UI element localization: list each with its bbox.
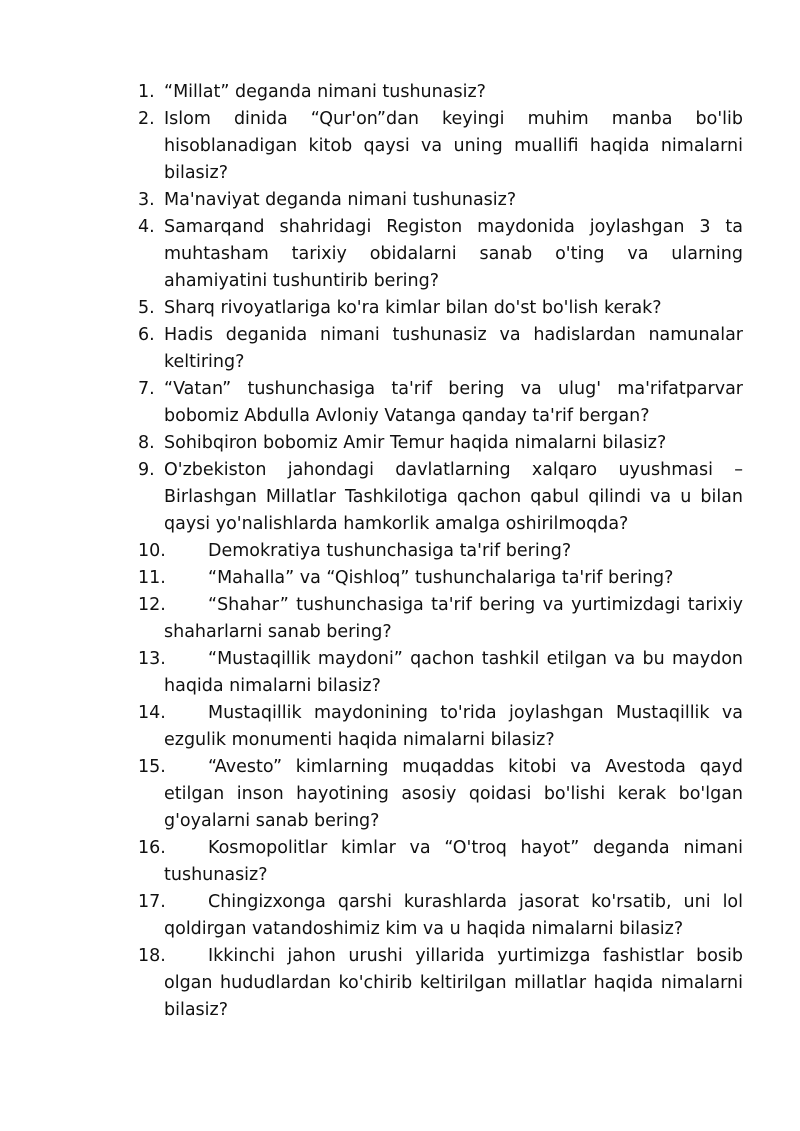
item-text: “Mahalla” va “Qishloq” tushunchalariga ta'rif bering? (208, 568, 674, 588)
item-text: Demokratiya tushunchasiga ta'rif bering? (208, 541, 572, 561)
item-number: 17. (138, 892, 166, 912)
item-number: 18. (138, 946, 166, 966)
item-text: “Shahar” tushunchasiga ta'rif bering va yurtimizdagi tarixiy shaharlarni sanab bering? (164, 595, 743, 642)
list-item (138, 943, 743, 1024)
item-text: O'zbekiston jahondagi davlatlarning xalqaro uyushmasi – Birlashgan Millatlar Tashkilotiga qachon qabul qilindi va u bilan qaysi yo'nalishlarda hamkorlik amalga oshirilmoqda? (164, 460, 743, 534)
item-text: “Avesto” kimlarning muqaddas kitobi va Avestoda qayd etilgan inson hayotining asosiy qoidasi bo'lishi kerak bo'lgan g'oyalarni sanab bering? (164, 757, 743, 831)
list-item (138, 214, 743, 295)
item-text: Kosmopolitlar kimlar va “O'troq hayot” deganda nimani tushunasiz? (164, 838, 743, 885)
item-text: Islom dinida “Qur'on”dan keyingi muhim manba bo'lib hisoblanadigan kitob qaysi va uning muallifi haqida nimalarni bilasiz? (164, 109, 743, 183)
item-text: “Vatan” tushunchasiga ta'rif bering va ulug' ma'rifatparvar bobomiz Abdulla Avloniy Vatanga qanday ta'rif bergan? (164, 379, 743, 426)
list-item (138, 376, 743, 430)
list-item (138, 646, 743, 700)
list-item (138, 322, 743, 376)
item-number: 12. (138, 595, 166, 615)
item-text: Ikkinchi jahon urushi yillarida yurtimizga fashistlar bosib olgan hududlardan ko'chirib keltirilgan millatlar haqida nimalarni bilasiz? (164, 946, 743, 1020)
list-item (138, 565, 743, 592)
item-text: Sohibqiron bobomiz Amir Temur haqida nimalarni bilasiz? (164, 433, 667, 453)
item-number: 1. (138, 82, 155, 102)
item-number: 5. (138, 298, 155, 318)
item-number: 15. (138, 757, 166, 777)
list-item (138, 106, 743, 187)
item-number: 6. (138, 325, 155, 345)
item-text: Mustaqillik maydonining to'rida joylashgan Mustaqillik va ezgulik monumenti haqida nimalarni bilasiz? (164, 703, 743, 750)
list-item (138, 430, 743, 457)
item-number: 11. (138, 568, 166, 588)
list-item (138, 538, 743, 565)
list-item (138, 754, 743, 835)
item-number: 3. (138, 190, 155, 210)
item-number: 4. (138, 217, 155, 237)
item-number: 9. (138, 460, 155, 480)
item-number: 16. (138, 838, 166, 858)
item-text: “Mustaqillik maydoni” qachon tashkil etilgan va bu maydon haqida nimalarni bilasiz? (164, 649, 743, 696)
item-number: 13. (138, 649, 166, 669)
list-item (138, 187, 743, 214)
list-item (138, 835, 743, 889)
question-list (138, 79, 743, 1024)
item-text: Sharq rivoyatlariga ko'ra kimlar bilan do'st bo'lish kerak? (164, 298, 662, 318)
item-text: Samarqand shahridagi Registon maydonida joylashgan 3 ta muhtasham tarixiy obidalarni sanab o'ting va ularning ahamiyatini tushuntirib bering? (164, 217, 743, 291)
item-number: 7. (138, 379, 155, 399)
list-item (138, 457, 743, 538)
item-number: 2. (138, 109, 155, 129)
list-item (138, 295, 743, 322)
item-number: 10. (138, 541, 166, 561)
list-item (138, 592, 743, 646)
item-text: Hadis deganida nimani tushunasiz va hadislardan namunalar keltiring? (164, 325, 743, 372)
item-text: “Millat” deganda nimani tushunasiz? (164, 82, 486, 102)
item-text: Chingizxonga qarshi kurashlarda jasorat ko'rsatib, uni lol qoldirgan vatandoshimiz kim va u haqida nimalarni bilasiz? (164, 892, 743, 939)
item-text: Ma'naviyat deganda nimani tushunasiz? (164, 190, 517, 210)
list-item (138, 889, 743, 943)
item-number: 8. (138, 433, 155, 453)
item-number: 14. (138, 703, 166, 723)
list-item (138, 700, 743, 754)
list-item (138, 79, 743, 106)
